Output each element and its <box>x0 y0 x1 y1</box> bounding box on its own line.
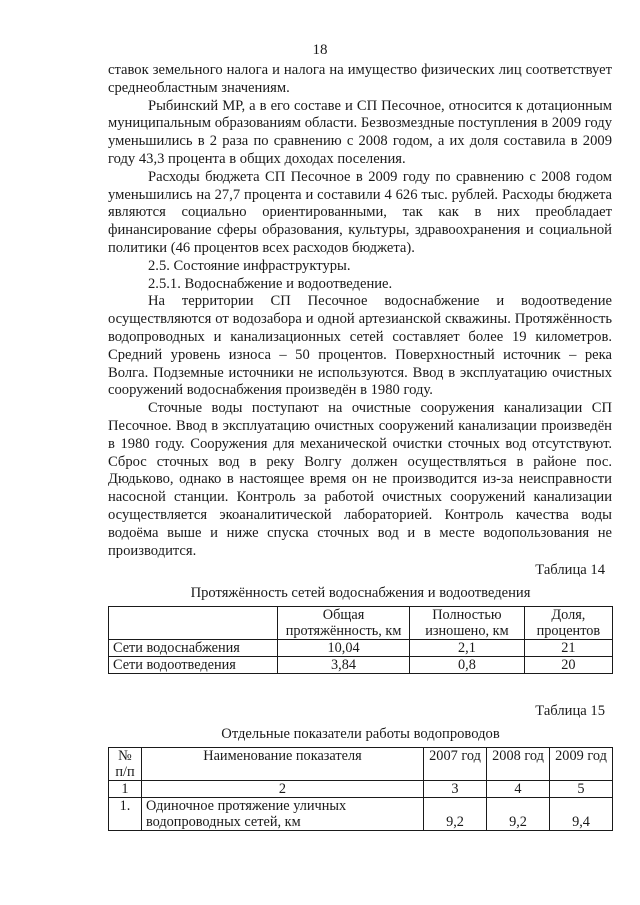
table-header-cell: Общая протяжённость, км <box>278 607 410 640</box>
table-15 <box>108 747 613 831</box>
table-cell: 5 <box>550 781 613 798</box>
table-header-cell: № п/п <box>109 748 142 781</box>
table-header-cell: Полностью изношено, км <box>410 607 525 640</box>
table-numbering-row <box>109 781 613 798</box>
section-heading: 2.5. Состояние инфраструктуры. <box>148 257 351 274</box>
paragraph: Рыбинский МР, а в его составе и СП Песочное, относится к дотационным муниципальным образованиям области. Безвозмездные поступления в 2009 году уменьшились в 2 раза по сравнению с 2008 годом, а их доля составила в 2009 году 43,3 процента в общих доходах поселения. <box>108 97 612 167</box>
table14-title: Протяжённость сетей водоснабжения и водоотведения <box>190 585 531 601</box>
table-14 <box>108 606 613 674</box>
table-cell: 21 <box>524 640 612 657</box>
table-header-row <box>109 607 613 640</box>
paragraph: На территории СП Песочное водоснабжение и водоотведение осуществляются от водозабора и одной артезианской скважины. Протяжённость водопроводных и канализационных сетей составляет более 19 километров. Средний уровень износа – 50 процентов. Поверхностный источник – река Волга. Подземные источники не используются. Ввод в эксплуатацию очистных сооружений водоснабжения произведён в 1980 году. <box>108 293 612 399</box>
table-row <box>109 640 613 657</box>
body-text <box>108 62 612 560</box>
table-cell: 9,2 <box>487 798 550 831</box>
table15-title: Отдельные показатели работы водопроводов <box>221 726 500 742</box>
paragraph: Сточные воды поступают на очистные сооружения канализации СП Песочное. Ввод в эксплуатацию очистных сооружений канализации произведён в 1980 году. Сооружения для механической очистки сточных вод отсутствуют. Сброс сточных вод в реку Волгу должен осуществляться в районе пос. Дюдьково, однако в настоящее время он не производится из-за неисправности насосной станции. Контроль за работой очистных сооружений канализации осуществляется экоаналитической лабораторией. Контроль качества воды водоёма выше и ниже спуска сточных вод и в месте водопользования не производится. <box>108 400 612 559</box>
table-cell: 20 <box>524 657 612 674</box>
table-cell: 1. <box>109 798 142 831</box>
table-cell: 9,4 <box>550 798 613 831</box>
table-header-cell: 2007 год <box>424 748 487 781</box>
table15-label: Таблица 15 <box>535 703 605 719</box>
table14-label: Таблица 14 <box>535 562 605 578</box>
table-cell: 1 <box>109 781 142 798</box>
table-row <box>109 798 613 831</box>
table-cell: 3 <box>424 781 487 798</box>
table-header-cell: 2009 год <box>550 748 613 781</box>
table-cell: 2,1 <box>410 640 525 657</box>
table-cell: 0,8 <box>410 657 525 674</box>
table-cell: Сети водоснабжения <box>109 640 278 657</box>
table-header-cell: Доля, процентов <box>524 607 612 640</box>
table-cell: 2 <box>142 781 424 798</box>
table-cell: 9,2 <box>424 798 487 831</box>
table-row <box>109 657 613 674</box>
table-cell: 3,84 <box>278 657 410 674</box>
table-header-cell: Наименование показателя <box>142 748 424 781</box>
page-number: 18 <box>312 42 328 58</box>
subsection-heading: 2.5.1. Водоснабжение и водоотведение. <box>148 275 393 292</box>
table-cell: 4 <box>487 781 550 798</box>
table-header-row <box>109 748 613 781</box>
table-header-cell <box>109 607 278 640</box>
table-cell: Сети водоотведения <box>109 657 278 674</box>
table-cell: Одиночное протяжение уличных водопроводных сетей, км <box>142 798 424 831</box>
paragraph: Расходы бюджета СП Песочное в 2009 году по сравнению с 2008 годом уменьшились на 27,7 процента и составили 4 626 тыс. рублей. Расходы бюджета являются социально ориентированными, так как в них преобладает финансирование сферы образования, культуры, здравоохранения и социальной политики (46 процентов всех расходов бюджета). <box>108 168 612 256</box>
paragraph: ставок земельного налога и налога на имущество физических лиц соответствует среднеобластным значениям. <box>108 62 612 96</box>
table-cell: 10,04 <box>278 640 410 657</box>
table-header-cell: 2008 год <box>487 748 550 781</box>
